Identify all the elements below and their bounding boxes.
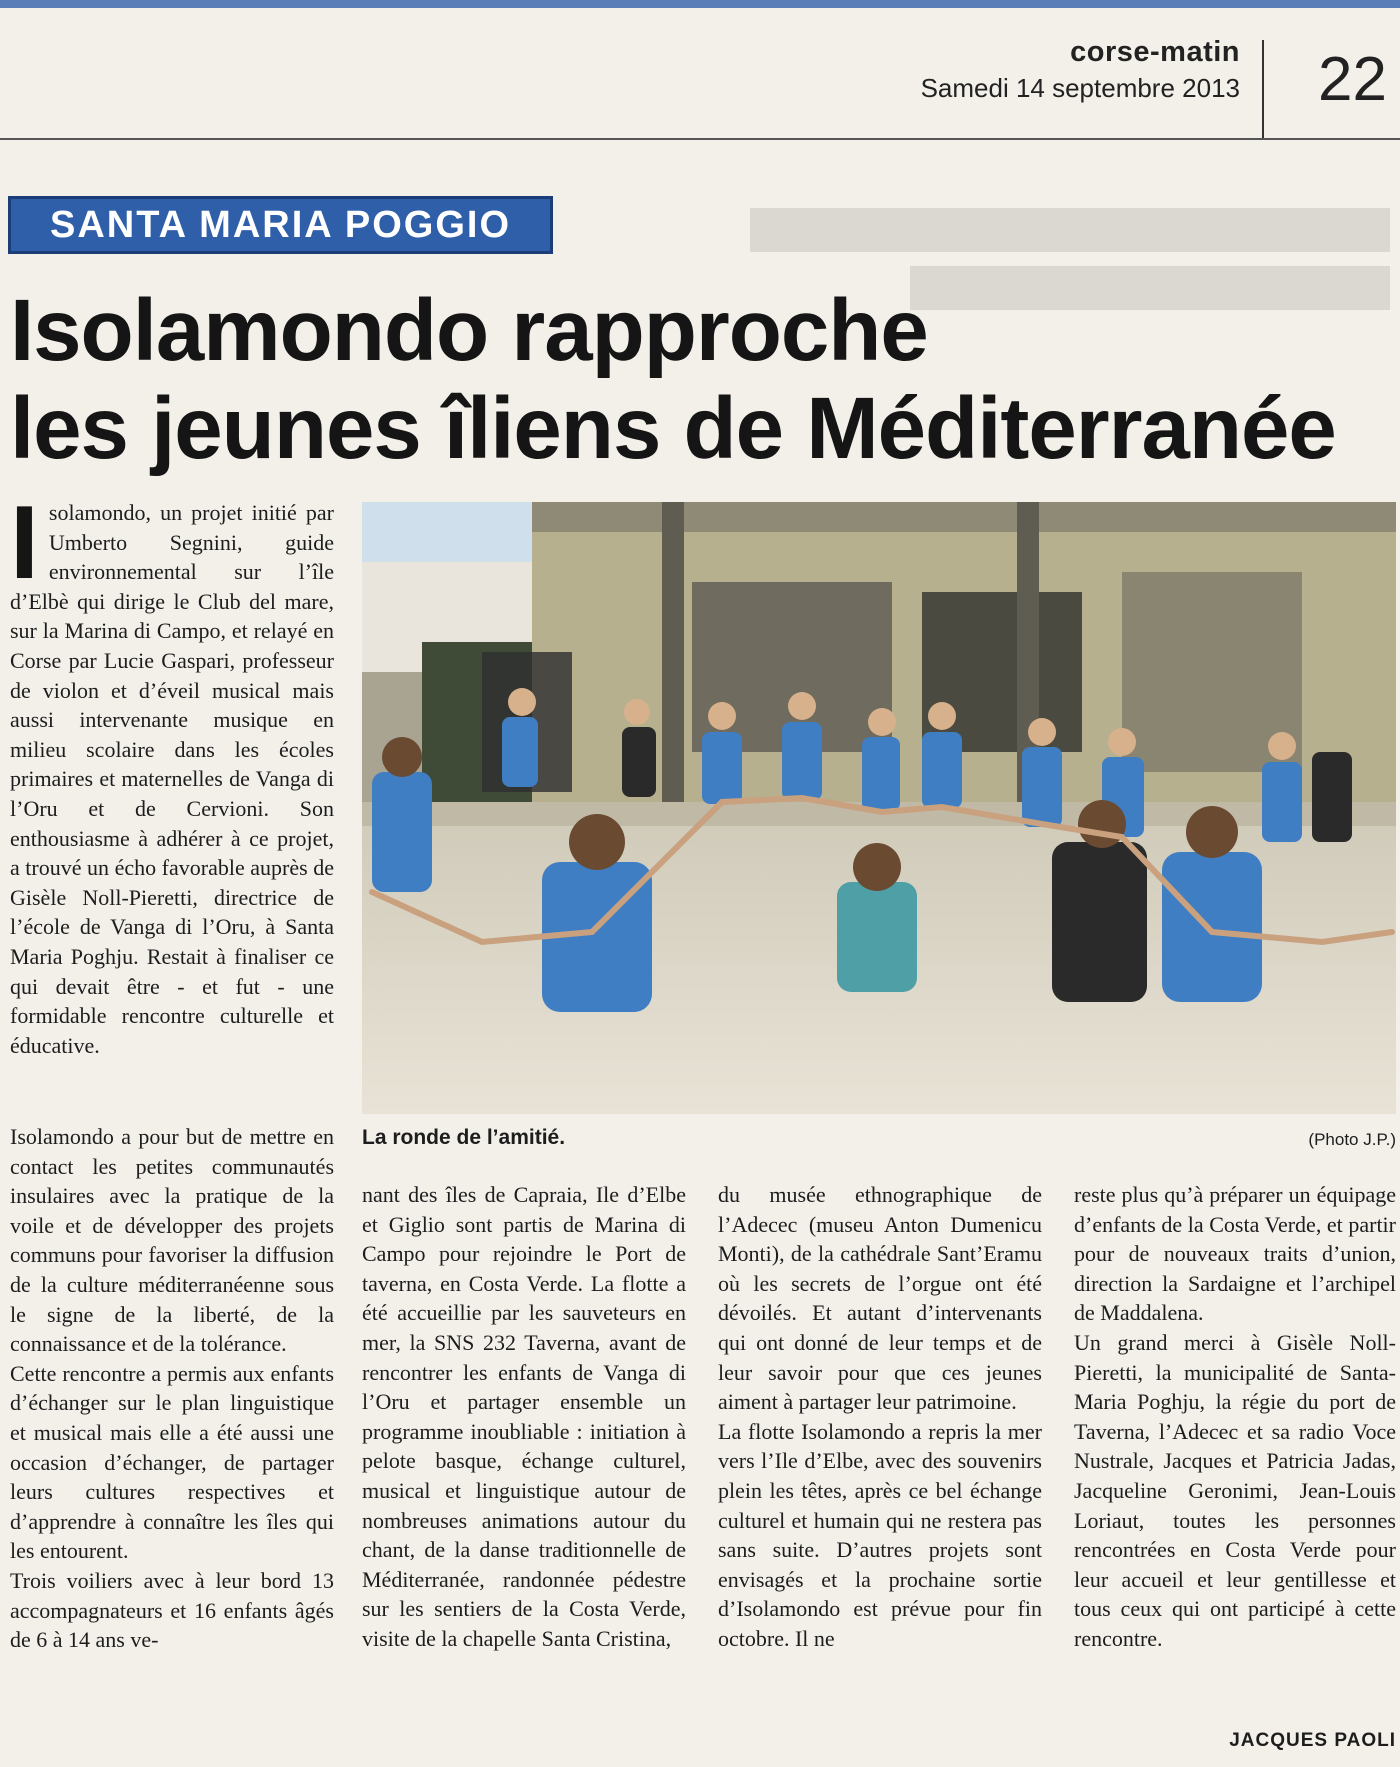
article-paragraph: Cette rencontre a permis aux enfants d’échanger sur le plan linguistique et musical mais elle a été aussi une occasion d’échanger, de partager leurs cultures respectives et d’apprendre à connaître les îles qui les entourent. bbox=[10, 1360, 334, 1564]
article-paragraph: La flotte Isolamondo a repris la mer vers l’Ile d’Elbe, avec des souvenirs plein les têtes, après ce bel échange culturel et humain qui ne restera pas sans suite. D’autres projets sont envisagés et la prochaine sortie d’Isolamondo est prévue pour fin octobre. Il ne bbox=[718, 1418, 1042, 1651]
top-edge-rule bbox=[0, 0, 1400, 8]
intro-text: solamondo, un projet initié par Umberto Segnini, guide environnemental sur l’île d’Elbè qui dirige le Club del mare, sur la Marina di Campo, et relayé en Corse par Lucie Gaspari, professeur de violon et d’éveil musical mais aussi intervenante musique en milieu scolaire dans les écoles primaires et maternelles de Vanga di l’Oru et de Cervioni. Son enthousiasme à adhérer à ce projet, a trouvé un écho favorable auprès de Gisèle Noll-Pieretti, directrice de l’école de Vanga di l’Oru, à Santa Maria Poghju. Restait à finaliser ce qui devait être - et fut - une formidable rencontre culturelle et éducative. bbox=[10, 500, 334, 1058]
article-photo bbox=[362, 502, 1396, 1114]
header-rule bbox=[0, 138, 1400, 140]
headline-line-2: les jeunes îliens de Méditerranée bbox=[10, 380, 1336, 477]
article-column-1 bbox=[10, 485, 334, 1060]
article-paragraph: Isolamondo a pour but de mettre en contact les petites communautés insulaires avec la pratique de la voile et de développer des projets communs pour favoriser la diffusion de la culture méditerranéenne sous le signe de la liberté, de la connaissance et de la tolérance. bbox=[10, 1124, 334, 1357]
header-divider bbox=[1262, 40, 1264, 140]
article-paragraph: reste plus qu’à préparer un équipage d’enfants de la Costa Verde, et partir pour de nouveaux traits d’union, direction la Sardaigne et l’archipel de Maddalena. bbox=[1074, 1182, 1396, 1326]
headline bbox=[10, 282, 1395, 478]
article-paragraph: nant des îles de Capraia, Ile d’Elbe et Giglio sont partis de Marina di Campo pour rejoindre le Port de taverna, en Costa Verde. La flotte a été accueillie par les sauveteurs en mer, la SNS 232 Taverna, avant de rencontrer les enfants de Vanga di l’Oru et partager ensemble un programme inoubliable : initiation à pelote basque, échange culturel, musical et linguistique autour de nombreuses animations autour du chant, de la danse traditionnelle de Méditerranée, randonnée pédestre sur les sentiers de la Costa Verde, visite de la chapelle Santa Cristina, bbox=[362, 1182, 686, 1651]
section-label: SANTA MARIA POGGIO bbox=[8, 196, 553, 254]
drop-cap: I bbox=[10, 485, 39, 601]
page-number: 22 bbox=[1318, 45, 1387, 114]
article-author: JACQUES PAOLI bbox=[1229, 1730, 1396, 1751]
article-column-2 bbox=[362, 1180, 686, 1654]
article-column-4 bbox=[1074, 1180, 1396, 1654]
publication-date: Samedi 14 septembre 2013 bbox=[920, 73, 1240, 103]
article-column-3 bbox=[718, 1180, 1042, 1654]
article-paragraph: Un grand merci à Gisèle Noll-Pieretti, la municipalité de Santa-Maria Poghju, la régie du port de Taverna, l’Adecec et sa radio Voce Nustrale, Jacques et Patricia Jadas, Jacqueline Geronimi, Jean-Louis Loriaut, toutes les personnes rencontrées en Costa Verde pour leur accueil et leur gentillesse et tous ceux qui ont participé à cette rencontre. bbox=[1074, 1329, 1396, 1651]
publication-name: corse-matin bbox=[1070, 36, 1240, 68]
headline-line-1: Isolamondo rapproche bbox=[10, 282, 928, 379]
article-column-1-continued bbox=[10, 1122, 334, 1655]
article-intro-paragraph bbox=[10, 485, 334, 1060]
article-paragraph: du musée ethnographique de l’Adecec (museu Anton Dumenicu Monti), de la cathédrale Sant’Eramu où les secrets de l’orgue ont été dévoilés. Et autant d’intervenants qui ont donné de leur temps et de leur savoir pour que ces jeunes aiment à partager leur patrimoine. bbox=[718, 1182, 1042, 1415]
article-paragraph: Trois voiliers avec à leur bord 13 accompagnateurs et 16 enfants âgés de 6 à 14 ans ve- bbox=[10, 1567, 334, 1653]
page-header bbox=[830, 36, 1240, 104]
photo-caption: La ronde de l’amitié. bbox=[362, 1126, 566, 1149]
photo-credit: (Photo J.P.) bbox=[1308, 1130, 1396, 1149]
dancing-children-photo bbox=[362, 502, 1396, 1114]
